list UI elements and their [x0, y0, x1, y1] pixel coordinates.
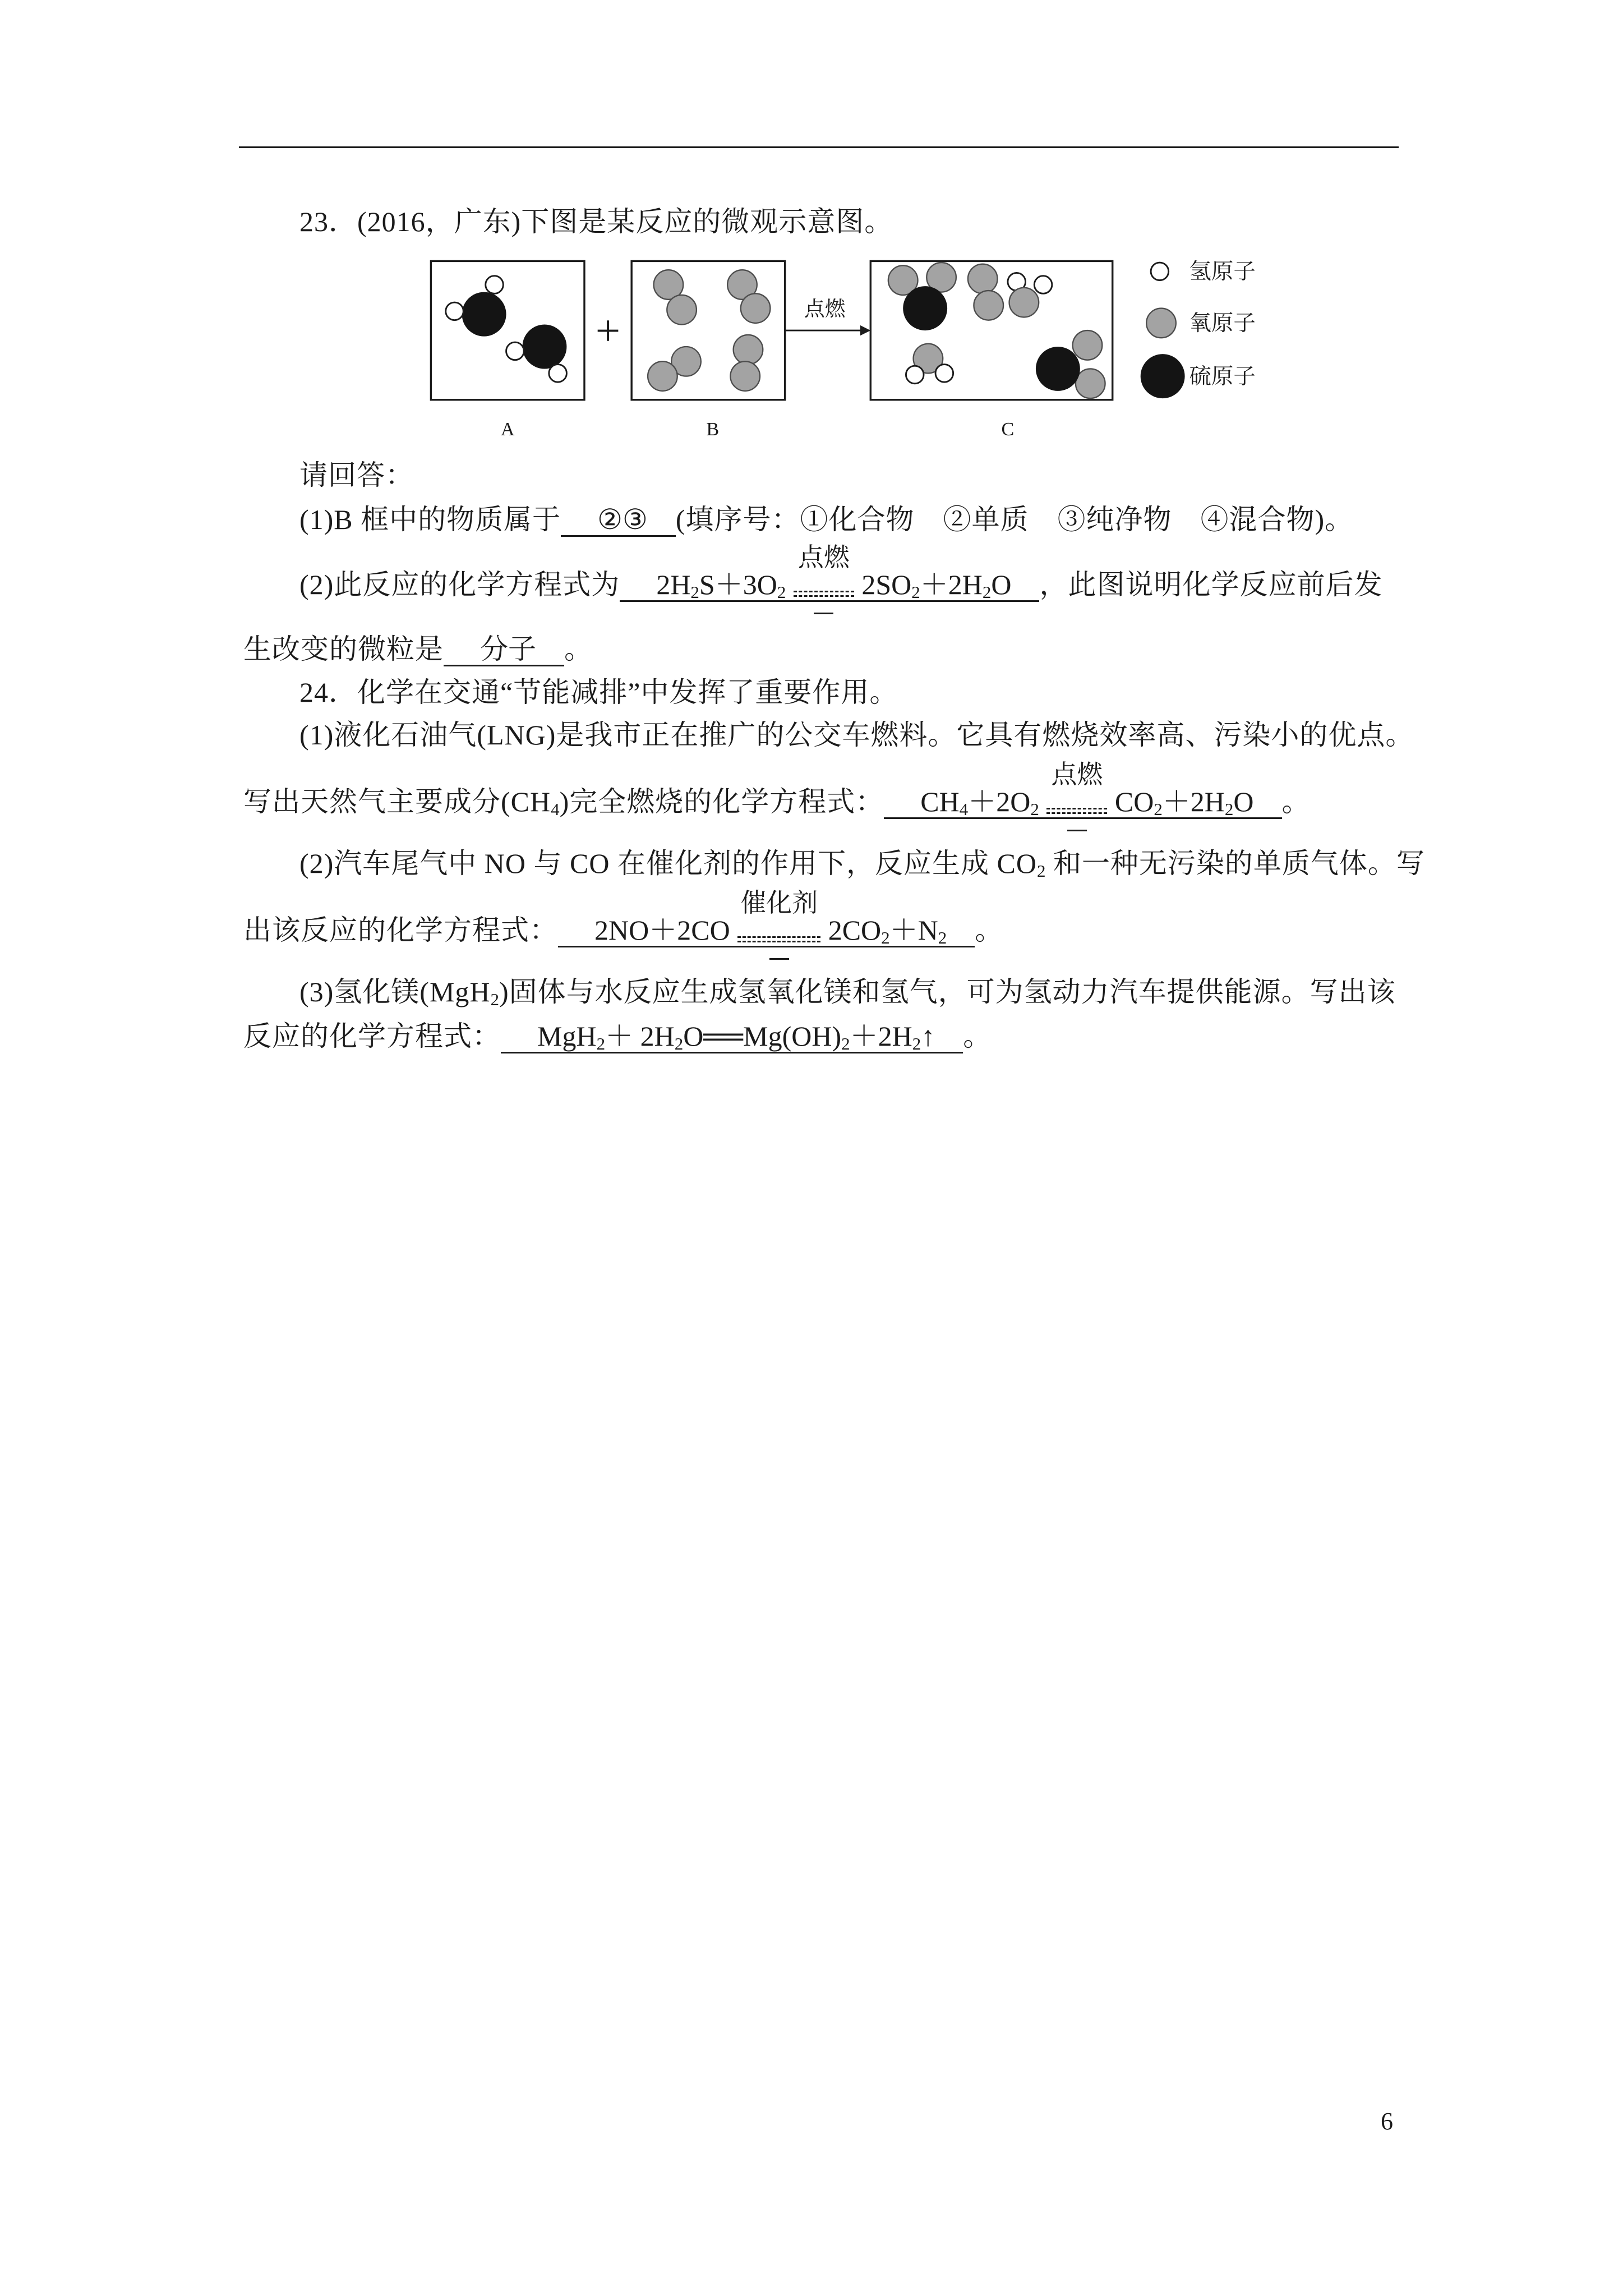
reaction-arrow — [785, 297, 871, 336]
oxygen-atom — [667, 295, 697, 325]
subscript: 2 — [938, 928, 947, 947]
hydrogen-atom — [549, 365, 567, 383]
body-text: )完全燃烧的化学方程式： — [559, 786, 884, 817]
reaction-condition — [734, 889, 824, 944]
subscript: 2 — [674, 1034, 684, 1053]
double-equals-sign — [1046, 808, 1107, 814]
oxygen-atom — [734, 335, 763, 365]
sulfur-atom — [523, 325, 567, 369]
subscript: 2 — [1154, 799, 1163, 819]
body-text: 出该反应的化学方程式： — [243, 914, 558, 946]
equation-answer — [501, 1020, 963, 1053]
question-23-part-2-continued — [243, 629, 593, 669]
arrow-head — [860, 325, 870, 335]
body-text: 写出天然气主要成分(CH — [243, 786, 551, 817]
subscript: 2 — [841, 1034, 850, 1053]
formula-text: ＋2H — [1162, 786, 1225, 817]
oxygen-atom — [648, 361, 677, 391]
hydrogen-atom-icon — [1151, 263, 1169, 280]
arrow-condition-label: 点燃 — [804, 297, 846, 320]
sulfur-atom — [903, 286, 947, 330]
oxygen-atom — [741, 293, 771, 323]
question-24-part-3-line-2 — [243, 1016, 992, 1056]
equation-answer — [620, 543, 1039, 602]
question-24-part-2-line-2 — [243, 889, 1004, 950]
question-24-part-1: (1)液化石油气(LNG)是我市正在推广的公交车燃料。它具有燃烧效率高、污染小的优点。 — [299, 719, 1414, 751]
formula-text: 2NO＋2CO — [594, 914, 730, 946]
short-rule — [1067, 830, 1087, 831]
oxygen-atom — [1009, 288, 1039, 318]
body-text: 反应的化学方程式： — [243, 1020, 501, 1052]
body-text: 生改变的微粒是 — [243, 633, 444, 665]
oxygen-atom — [1073, 330, 1103, 360]
formula-text: O══Mg(OH) — [683, 1020, 842, 1052]
formula-text: O — [1233, 786, 1254, 817]
answer-blank: ②③ — [561, 504, 676, 537]
box-c-label: C — [1001, 418, 1015, 440]
subscript: 2 — [777, 582, 786, 602]
answer-blank: 分子 — [444, 633, 564, 666]
body-text: (3)氢化镁(MgH — [299, 976, 491, 1007]
body-text: 。 — [975, 914, 1004, 946]
legend-label: 硫原子 — [1189, 364, 1256, 389]
formula-text: CO — [1114, 786, 1154, 817]
formula-text: CH — [920, 786, 960, 817]
header-rule — [239, 146, 1399, 148]
formula-text: ＋2H — [920, 569, 983, 600]
body-text: (1)B 框中的物质属于 — [299, 504, 561, 535]
formula-text: 2H — [656, 569, 691, 600]
oxygen-atom — [730, 361, 760, 391]
condition-label: 点燃 — [797, 543, 850, 572]
molecule — [654, 270, 697, 324]
subscript: 4 — [959, 799, 969, 819]
body-text: ，此图说明化学反应前后发 — [1039, 569, 1383, 600]
equation-answer — [558, 889, 975, 947]
body-text: )固体与水反应生成氢氧化镁和氢气，可为氢动力汽车提供能源。写出该 — [499, 976, 1396, 1007]
box-b — [631, 261, 785, 399]
subscript: 2 — [690, 582, 699, 602]
formula-text: 2SO — [861, 569, 912, 600]
question-24-stem: 24．化学在交通“节能减排”中发挥了重要作用。 — [299, 677, 898, 708]
subscript: 2 — [881, 928, 890, 947]
reaction-condition — [790, 543, 857, 599]
formula-text: MgH — [537, 1020, 597, 1052]
molecule — [730, 335, 763, 391]
subscript: 2 — [1224, 799, 1234, 819]
hydrogen-atom — [906, 366, 924, 384]
body-text: 。 — [963, 1020, 992, 1052]
legend — [1141, 259, 1256, 398]
body-text: 。 — [564, 633, 593, 665]
hydrogen-atom — [935, 365, 953, 383]
molecule — [446, 276, 506, 337]
subscript: 2 — [982, 582, 992, 602]
formula-text: ↑ — [921, 1020, 935, 1052]
subscript: 2 — [596, 1034, 606, 1053]
oxygen-atom — [968, 264, 998, 294]
legend-label: 氧原子 — [1189, 311, 1256, 336]
short-rule — [814, 613, 833, 614]
question-23-stem: 23．(2016，广东)下图是某反应的微观示意图。 — [299, 206, 893, 237]
subscript: 2 — [490, 990, 500, 1009]
double-equals-sign — [737, 936, 820, 942]
molecule — [1008, 273, 1052, 317]
body-text: 和一种无污染的单质气体。写 — [1045, 848, 1425, 879]
formula-text: ＋N — [889, 914, 938, 946]
plus-sign: + — [595, 306, 621, 356]
condition-label: 点燃 — [1051, 760, 1103, 789]
reaction-micro-diagram — [421, 251, 1291, 443]
subscript: 2 — [912, 1034, 921, 1053]
hydrogen-atom — [446, 302, 464, 320]
question-23-part-1 — [299, 500, 1353, 539]
legend-label: 氢原子 — [1189, 259, 1256, 284]
hydrogen-atom — [486, 276, 504, 294]
condition-label: 催化剂 — [740, 889, 818, 918]
body-text: 。 — [1281, 786, 1311, 817]
box-a — [431, 261, 584, 399]
double-equals-sign — [794, 591, 854, 597]
molecule — [648, 347, 701, 391]
formula-text: O — [991, 569, 1012, 600]
hydrogen-atom — [1034, 276, 1052, 294]
molecule — [968, 264, 1003, 320]
oxygen-atom — [1076, 369, 1105, 398]
formula-text: ＋2O — [968, 786, 1031, 817]
subscript: 2 — [911, 582, 920, 602]
formula-text: ＋ 2H — [605, 1020, 675, 1052]
formula-text: S＋3O — [699, 569, 777, 600]
oxygen-atom-icon — [1146, 309, 1176, 338]
equation-answer — [884, 760, 1281, 819]
short-rule — [769, 958, 789, 960]
hydrogen-atom — [506, 342, 524, 360]
molecule — [888, 263, 956, 330]
box-a-label: A — [500, 418, 515, 440]
formula-text: 2CO — [828, 914, 882, 946]
page-number: 6 — [1381, 2108, 1393, 2135]
subscript: 2 — [1036, 861, 1046, 881]
subscript: 4 — [551, 799, 560, 819]
question-23-part-2 — [299, 543, 1383, 604]
question-23-prompt: 请回答： — [299, 459, 414, 491]
molecule — [906, 344, 953, 384]
question-24-part-3 — [299, 972, 1396, 1011]
molecule — [506, 325, 567, 383]
body-text: (填序号：①化合物 ②单质 ③纯净物 ④混合物)。 — [675, 504, 1354, 535]
subscript: 2 — [1030, 799, 1039, 819]
oxygen-atom — [974, 291, 1003, 320]
question-24-part-2 — [299, 844, 1425, 883]
reaction-condition — [1043, 760, 1110, 816]
body-text: (2)此反应的化学方程式为 — [299, 569, 620, 600]
molecule — [727, 270, 770, 323]
sulfur-atom — [1036, 347, 1080, 391]
box-c — [870, 261, 1112, 399]
sulfur-atom-icon — [1141, 354, 1185, 398]
sulfur-atom — [462, 292, 506, 337]
molecule — [1036, 330, 1105, 398]
box-b-label: B — [706, 418, 720, 440]
body-text: (2)汽车尾气中 NO 与 CO 在催化剂的作用下，反应生成 CO — [299, 848, 1037, 879]
formula-text: ＋2H — [850, 1020, 912, 1052]
question-24-part-1-line-2 — [243, 760, 1311, 821]
